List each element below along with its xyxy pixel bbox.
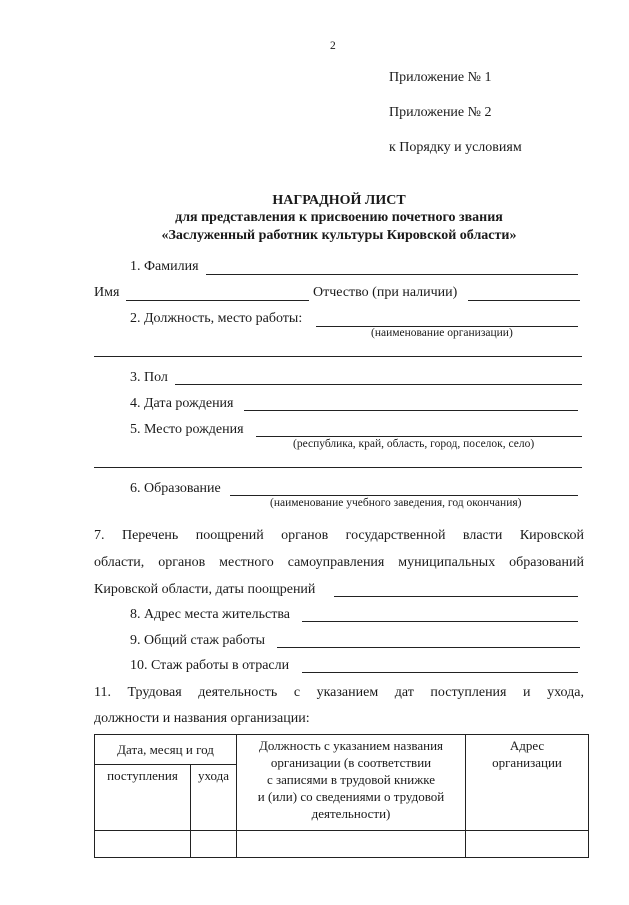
page-number: 2 (330, 40, 336, 52)
sex-input-line[interactable] (175, 384, 582, 385)
industry-experience-input-line[interactable] (302, 672, 578, 673)
total-experience-label: 9. Общий стаж работы (130, 633, 266, 648)
address-input-line[interactable] (302, 621, 578, 622)
position-header-line-2: организации (в соответствии (270, 755, 432, 770)
birth-place-label: 5. Место рождения (130, 422, 244, 437)
position-cell[interactable] (237, 831, 466, 858)
birth-place-continuation-line[interactable] (94, 467, 582, 468)
patronymic-input-line[interactable] (468, 300, 580, 301)
awards-input-line[interactable] (334, 596, 578, 597)
sex-label: 3. Пол (130, 370, 168, 385)
position-header-cell (237, 735, 466, 831)
birth-place-hint: (республика, край, область, город, поселок, село) (293, 438, 535, 450)
career-text-line-1: 11. Трудовая деятельность с указанием дат поступления и ухода, (94, 685, 584, 700)
address-header-line-2: организации (492, 755, 562, 770)
exit-header-cell (191, 765, 237, 831)
entry-header: поступления (107, 768, 178, 783)
birth-date-label: 4. Дата рождения (130, 396, 234, 411)
exit-date-cell[interactable] (191, 831, 237, 858)
total-experience-input-line[interactable] (277, 647, 580, 648)
awards-text-line-2: области, органов местного самоуправления муниципальных образований (94, 555, 584, 570)
career-table (94, 734, 589, 858)
date-header: Дата, месяц и год (117, 742, 214, 757)
position-header-line-5: деятельности) (311, 806, 391, 821)
name-input-line[interactable] (126, 300, 309, 301)
birth-date-input-line[interactable] (244, 410, 578, 411)
entry-date-cell[interactable] (95, 831, 191, 858)
surname-input-line[interactable] (206, 274, 578, 275)
education-input-line[interactable] (230, 495, 578, 496)
address-header-cell (466, 735, 589, 831)
entry-header-cell (95, 765, 191, 831)
position-continuation-line[interactable] (94, 356, 582, 357)
surname-label: 1. Фамилия (130, 259, 199, 274)
order-reference: к Порядку и условиям (389, 140, 522, 155)
career-text-line-2: должности и названия организации: (94, 711, 310, 726)
document-title: НАГРАДНОЙ ЛИСТ (272, 193, 406, 208)
date-header-cell (95, 735, 237, 765)
name-label: Имя (94, 285, 120, 300)
appendix-2-label: Приложение № 2 (389, 105, 492, 120)
appendix-1-label: Приложение № 1 (389, 70, 492, 85)
organization-address-cell[interactable] (466, 831, 589, 858)
patronymic-label: Отчество (при наличии) (313, 285, 458, 300)
exit-header: ухода (197, 768, 229, 783)
education-hint: (наименование учебного заведения, год окончания) (270, 497, 522, 509)
address-header-line-1: Адрес (509, 738, 545, 753)
education-label: 6. Образование (130, 481, 221, 496)
birth-place-input-line[interactable] (256, 436, 582, 437)
document-subtitle: для представления к присвоению почетного звания (175, 210, 503, 225)
awards-text-line-1: 7. Перечень поощрений органов государственной власти Кировской (94, 528, 584, 543)
position-hint: (наименование организации) (371, 327, 513, 339)
honorary-title-name: «Заслуженный работник культуры Кировской области» (161, 228, 517, 243)
industry-experience-label: 10. Стаж работы в отрасли (130, 658, 290, 673)
address-label: 8. Адрес места жительства (130, 607, 290, 622)
position-header-line-3: с записями в трудовой книжке (267, 772, 435, 787)
awards-text-line-3: Кировской области, даты поощрений (94, 582, 316, 597)
position-label: 2. Должность, место работы: (130, 311, 303, 326)
position-header-line-1: Должность с указанием названия (258, 738, 444, 753)
position-header-line-4: и (или) со сведениями о трудовой (257, 789, 445, 804)
